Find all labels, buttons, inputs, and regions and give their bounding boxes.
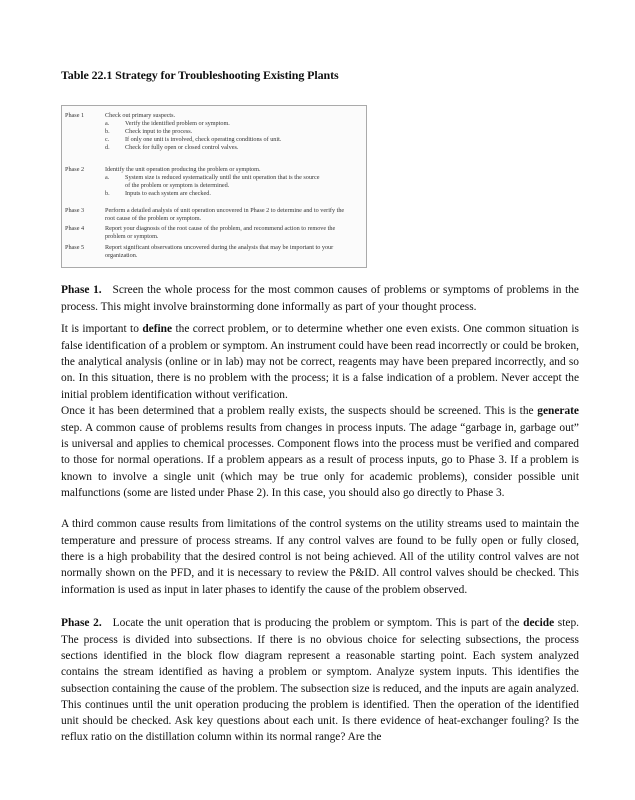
paragraph-phase-1: Phase 1. Screen the whole process for the most common causes of problems or symptoms of problems in the process. This might involve brainstorming done informally as part of your thought process. (61, 284, 579, 313)
paragraph-phase-2: Phase 2. Locate the unit operation that is producing the problem or symptom. This is part of the decide step. The process is divided into subsections. If there is no obvious choice for selecting subsections, the process sections identified in the block flow diagram represent a reasonable starting point. Each system analyzed contains the stream identified as having a problem or symptom. Analyze system inputs. This identifies the subsection containing the cause of the problem. The subsection size is reduced, and the inputs are again analyzed. This continues until the unit operation producing the problem is identified. Then the operation of the identified unit should be checked. Ask key questions about each unit. Is there evidence of heat-exchanger fouling? Is the reflux ratio on the distillation column within its normal range? Are the (61, 617, 579, 744)
paragraph-generate: Once it has been determined that a problem really exists, the suspects should be screened. This is the generate step. A common cause of problems results from changes in process inputs. The adage “garbage in, garbage out” is universal and applies to chemical processes. Component flows into the process must be verified and compared to those for normal operations. If a problem appears as a result of process inputs, go to Phase 3. If a problem is known to involve a single unit (which may be true only for academic problems), consider possible unit malfunctions (some are listed under Phase 2). In this case, you should also go directly to Phase 3. (61, 405, 579, 499)
strategy-table (61, 105, 367, 268)
sub-item: b. Check input to the process. (105, 127, 193, 135)
phase-label: Phase 4 (65, 225, 85, 232)
sub-item: c. If only one unit is involved, check operating conditions of unit. (105, 135, 282, 143)
phase-label: Phase 5 (65, 244, 85, 251)
phase-heading: Phase 2. (61, 617, 102, 630)
paragraph-define: It is important to define the correct problem, or to determine whether one even exists. One common situation is false identification of a problem or symptom. An instrument could have been read incorrectly or could be broken, the analytical analysis (online or in lab) may not be correct, reagents may have been prepared incorrectly, and so on. In this situation, there is no problem with the process; it is a false indication of a problem. Never accept the initial problem identification without verification. (61, 323, 579, 401)
emphasis-decide: decide (523, 617, 555, 630)
table-title: Table 22.1 Strategy for Troubleshooting Existing Plants (61, 68, 339, 82)
sub-item: b. Inputs to each system are checked. (105, 189, 211, 197)
sub-item: d. Check for fully open or closed control valves. (105, 143, 239, 151)
sub-item: a. System size is reduced systematically until the unit operation that is the source of the problem or symptom is determined. (105, 173, 320, 189)
phase-description: Identify the unit operation producing the problem or symptom. a. System size is reduced systematically until the unit operation that is the source of the problem or symptom is determined. b. Inputs to each system are checked. (105, 166, 362, 198)
sub-item: a. Verify the identified problem or symptom. (105, 119, 230, 127)
phase-label: Phase 1 (65, 112, 85, 119)
phase-description: Report significant observations uncovered during the analysis that may be important to your organization. (105, 244, 334, 259)
phase-description: Report your diagnosis of the root cause of the problem, and recommend action to remove the problem or symptom. (105, 225, 336, 240)
phase-label: Phase 3 (65, 207, 85, 214)
phase-description: Check out primary suspects. a. Verify the identified problem or symptom. b. Check input to the process. c. If only one unit is involved, check operating conditions of unit. d. Check for fully open or closed control valves. (105, 112, 362, 152)
phase-description: Perform a detailed analysis of unit operation uncovered in Phase 2 to determine and to verify the root cause of the problem or symptom. (105, 207, 345, 222)
phase-label: Phase 2 (65, 166, 85, 173)
paragraph-control-systems: A third common cause results from limitations of the control systems on the utility streams used to maintain the temperature and pressure of process streams. If any control valves are found to be fully open or fully closed, there is a high probability that the desired control is not being achieved. All of the utility control valves are not normally shown on the PFD, and it is necessary to review the P&ID. All control valves should be checked. This information is used as input in later phases to identify the cause of the problem observed. (61, 518, 579, 596)
emphasis-generate: generate (537, 405, 579, 418)
emphasis-define: define (142, 323, 173, 336)
phase-heading: Phase 1. (61, 284, 102, 297)
